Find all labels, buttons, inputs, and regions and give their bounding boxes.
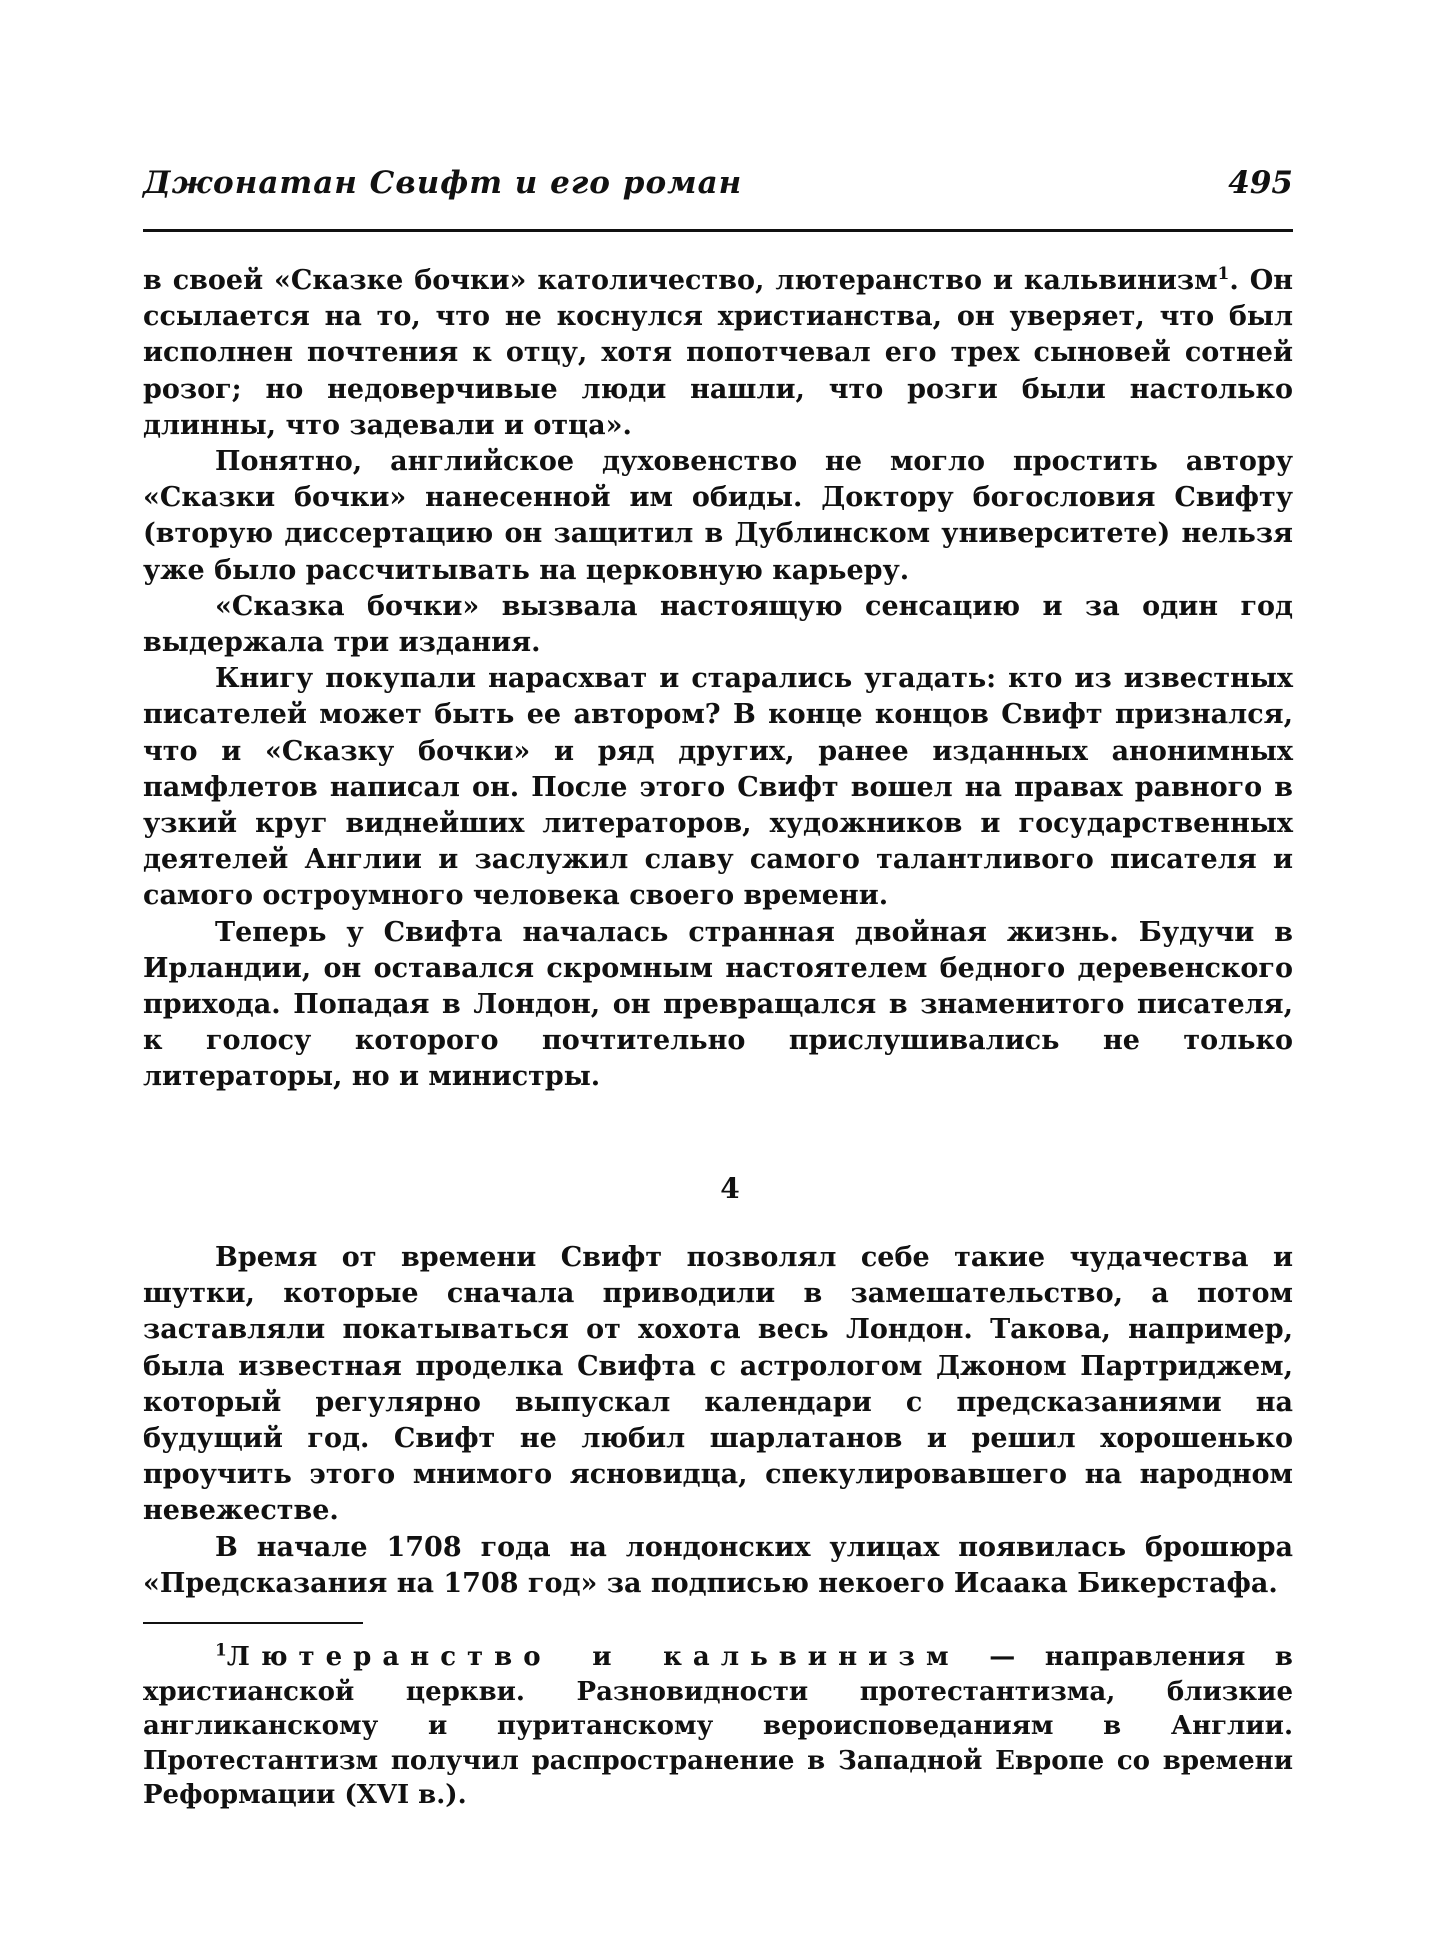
main-text bbox=[143, 263, 1293, 1096]
paragraph-3: «Сказка бочки» вызвала настоящую сенсацию и за один год выдержала три издания. bbox=[143, 590, 1293, 659]
page-header bbox=[143, 165, 1293, 215]
paragraph-1-continuation: . Он ссылается на то, что не коснулся христианства, он уверяет, что был исполнен почтения к отцу, хотя попотчевал его трех сыновей сотней розог; но недоверчивые люди нашли, что розги были настолько длинны, что задевали и отца». bbox=[143, 265, 1293, 441]
paragraph-1-text: в своей «Сказке бочки» католичество, лютеранство и кальвинизм bbox=[143, 265, 1218, 296]
paragraph-5: Теперь у Свифта началась странная двойная жизнь. Будучи в Ирландии, он оставался скромным настоятелем бедного деревенского прихода. Попадая в Лондон, он превращался в знаменитого писателя, к голосу которого почтительно прислушивались не только литераторы, но и министры. bbox=[143, 916, 1293, 1093]
paragraph-6: Время от времени Свифт позволял себе такие чудачества и шутки, которые сначала приводили в замешательство, а потом заставляли покатываться от хохота весь Лондон. Такова, например, была известная проделка Свифта с астрологом Джоном Партриджем, который регулярно выпускал календари с предсказаниями на будущий год. Свифт не любил шарлатанов и решил хорошенько проучить этого мнимого ясновидца, спекулировавшего на народном невежестве. bbox=[143, 1242, 1293, 1527]
header-divider bbox=[143, 229, 1293, 232]
running-title: Джонатан Свифт и его роман bbox=[143, 165, 743, 201]
paragraph-7: В начале 1708 года на лондонских улицах появилась брошюра «Предсказания на 1708 год» за подписью некоего Исаака Бикерстафа. bbox=[143, 1531, 1293, 1599]
paragraph-2: Понятно, английское духовенство не могло простить автору «Сказки бочки» нанесенной им обиды. Доктору богословия Свифту (вторую диссертацию он защитил в Дублинском университете) нельзя уже было рассчитывать на церковную карьеру. bbox=[143, 446, 1293, 586]
paragraph-4: Книгу покупали нарасхват и старались угадать: кто из известных писателей может быть ее автором? В конце концов Свифт признался, что и «Сказку бочки» и ряд других, ранее изданных анонимных памфлетов написал он. После этого Свифт вошел на правах равного в узкий круг виднейших литераторов, художников и государственных деятелей Англии и заслужил славу самого талантливого писателя и самого остроумного человека своего времени. bbox=[143, 663, 1293, 912]
section-number: 4 bbox=[720, 1172, 740, 1205]
footnote bbox=[143, 1640, 1293, 1813]
footnote-text: — направления в христианской церкви. Разновидности протестантизма, близкие англиканскому и пуританскому вероисповеданиям в Англии. Протестантизм получил распространение в Западной Европе со времени Реформации (XVI в.). bbox=[143, 1642, 1293, 1810]
footnote-marker: 1 bbox=[215, 1640, 227, 1661]
page-number: 495 bbox=[1228, 165, 1293, 201]
footnote-divider bbox=[143, 1622, 363, 1624]
footnote-term: Лютеранство и кальвинизм bbox=[226, 1642, 960, 1672]
paragraph-1 bbox=[143, 263, 1293, 444]
section-text bbox=[143, 1240, 1293, 1602]
footnote-reference: 1 bbox=[1217, 264, 1230, 284]
